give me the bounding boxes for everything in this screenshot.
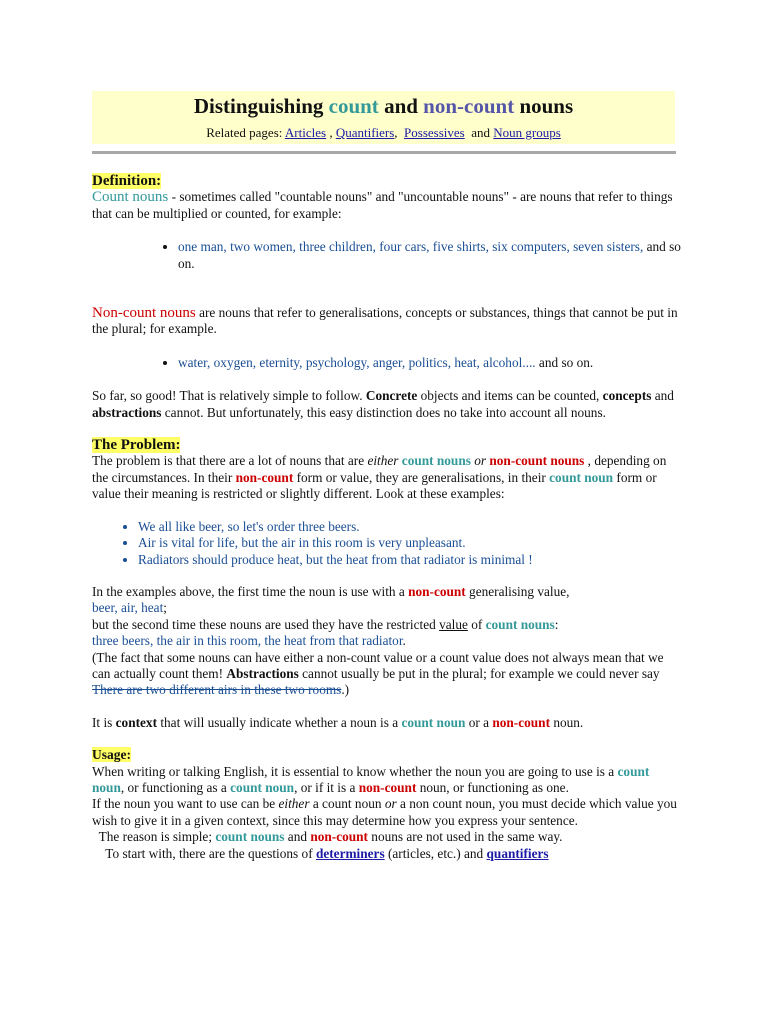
text: The problem is that there are a lot of nouns that are [92, 453, 368, 469]
text: and [284, 829, 311, 845]
noncount-nouns-text: are nouns that refer to generalisations, concepts or substances, things that cannot be put in the plural; for example. [92, 305, 678, 337]
link-quantifiers-bottom[interactable]: quantifiers [486, 845, 549, 861]
count-nouns-definition [92, 189, 682, 222]
count-term: count noun [230, 779, 295, 795]
page-title [92, 93, 675, 119]
article-body [92, 173, 682, 862]
count-nouns-text: - sometimes called "countable nouns" and "uncountable nouns" - are nouns that refer to things that can be multiplied or counted, for example: [92, 189, 673, 221]
horizontal-divider [92, 151, 676, 154]
list-item [178, 355, 682, 371]
link-articles[interactable]: Articles [284, 125, 327, 140]
italic-term: either [367, 453, 399, 469]
link-possessives[interactable]: Possessives [404, 125, 465, 140]
list-item: • Air is vital for life, but the air in this room is very unpleasant. [138, 535, 682, 551]
list-item: • Radiators should produce heat, but the heat from that radiator is minimal ! [138, 552, 682, 568]
usage-heading-text: Usage: [92, 747, 131, 763]
struck-example: There are two different airs in these two rooms [92, 682, 342, 698]
problem-examples-list [92, 519, 682, 568]
example-text: beer, air, heat [92, 600, 164, 616]
text: If the noun you want to use can be [92, 796, 279, 812]
text: When writing or talking English, it is essential to know whether the noun you are going to use is a [92, 763, 618, 779]
text: generalising value, [465, 583, 570, 599]
text: .) [341, 682, 350, 698]
text: : [554, 616, 559, 632]
usage-paragraph-2 [92, 796, 682, 829]
bold-term: context [115, 714, 157, 730]
so-far-paragraph [92, 388, 682, 421]
related-pages-label: Related pages: [206, 125, 285, 140]
count-term: count noun [92, 763, 650, 795]
text: In the examples above, the first time the noun is use with a [92, 583, 409, 599]
count-term: count noun [549, 469, 614, 485]
separator: and [464, 125, 494, 140]
separator: , [394, 125, 405, 140]
example-tail: and so on. [535, 354, 594, 370]
text: objects and items can be counted, [417, 388, 603, 404]
example-text: one man, two women, three children, four cars, five shirts, six computers, seven sisters, [178, 239, 644, 255]
list-item [178, 239, 682, 272]
link-noun-groups[interactable]: Noun groups [493, 125, 561, 140]
usage-paragraph-3 [92, 829, 682, 845]
title-banner [92, 91, 675, 144]
title-text: and [378, 94, 424, 118]
separator: , [326, 125, 336, 140]
text: noun, or functioning as one. [416, 779, 569, 795]
bold-term: abstractions [92, 404, 162, 420]
link-determiners[interactable]: determiners [315, 845, 385, 861]
title-text: nouns [514, 94, 574, 118]
text: , depending on the circumstances. In their [92, 453, 667, 485]
text: , or if it is a [294, 779, 359, 795]
text: form or value, they are generalisations, in their [293, 469, 550, 485]
context-paragraph [92, 715, 682, 731]
problem-heading [92, 437, 682, 453]
noncount-nouns-term: Non-count nouns [92, 305, 196, 322]
problem-paragraph [92, 453, 682, 502]
text: ; [163, 600, 167, 616]
italic-term: either [278, 796, 310, 812]
count-term: count noun [401, 714, 466, 730]
text: that will usually indicate whether a noun is a [157, 714, 402, 730]
text: , or functioning as a [120, 779, 231, 795]
noncount-term: non-count [492, 714, 550, 730]
example-text: water, oxygen, eternity, psychology, anger, politics, heat, alcohol.... [178, 354, 536, 370]
text: nouns are not used in the same way. [367, 829, 563, 845]
problem-heading-text: The Problem: [92, 437, 181, 454]
title-text: Distinguishing [193, 94, 329, 118]
text: or a [465, 714, 493, 730]
usage-heading [92, 747, 682, 763]
noncount-term: non-count [358, 779, 417, 795]
title-noncount-word: non-count [423, 94, 515, 118]
text: (The fact that some nouns can have either a non-count value or a count value does not always mean that we can actually count them! [92, 649, 664, 681]
noncount-nouns-definition [92, 305, 682, 338]
count-examples-list [92, 239, 682, 272]
example-text: three beers, the air in this room, the heat from that radiator [92, 633, 403, 649]
count-term: count nouns [215, 829, 285, 845]
text: To start with, there are the questions of [92, 845, 316, 861]
text: So far, so good! That is relatively simple to follow. [92, 388, 366, 404]
text: cannot. But unfortunately, this easy distinction does no take into account all nouns. [161, 404, 606, 420]
noncount-examples-list [92, 355, 682, 371]
text: The reason is simple; [92, 829, 216, 845]
italic-term: or [474, 453, 487, 469]
underlined-term: value [439, 616, 468, 632]
text: a count noun [309, 796, 385, 812]
bold-term: Concrete [365, 388, 418, 404]
count-term: count nouns [485, 616, 555, 632]
text: a non count noun, you must decide which value you wish to give it in a given context, since this may determine how you express your sentence. [92, 796, 677, 828]
text: cannot usually be put in the plural; for example we could never say [298, 665, 660, 681]
text: noun. [550, 714, 584, 730]
related-pages [92, 124, 675, 142]
text: and [651, 388, 674, 404]
bold-term: Abstractions [226, 665, 299, 681]
italic-term: or [384, 796, 397, 812]
text: (articles, etc.) and [384, 845, 487, 861]
example-tail: and so on. [178, 239, 681, 271]
title-count-word: count [328, 94, 379, 118]
text: form or value their meaning is restricted or slightly different. Look at these examples: [92, 469, 657, 502]
text: It is [92, 714, 116, 730]
text: but the second time these nouns are used they have the restricted [92, 616, 440, 632]
text: . [402, 633, 406, 649]
examples-explanation [92, 584, 682, 699]
bold-term: concepts [602, 388, 652, 404]
definition-heading [92, 173, 682, 189]
definition-heading-text: Definition: [92, 173, 162, 189]
noncount-term: non-count [408, 583, 466, 599]
noncount-term: non-count [310, 829, 368, 845]
count-nouns-term: Count nouns [92, 189, 169, 206]
usage-paragraph-1 [92, 764, 682, 797]
link-quantifiers[interactable]: Quantifiers [335, 125, 395, 140]
noncount-term: non-count nouns [489, 453, 585, 469]
text: of [467, 616, 486, 632]
usage-paragraph-4 [92, 846, 682, 862]
count-term: count nouns [401, 453, 471, 469]
noncount-term: non-count [235, 469, 294, 485]
list-item: • We all like beer, so let's order three beers. [138, 519, 682, 535]
